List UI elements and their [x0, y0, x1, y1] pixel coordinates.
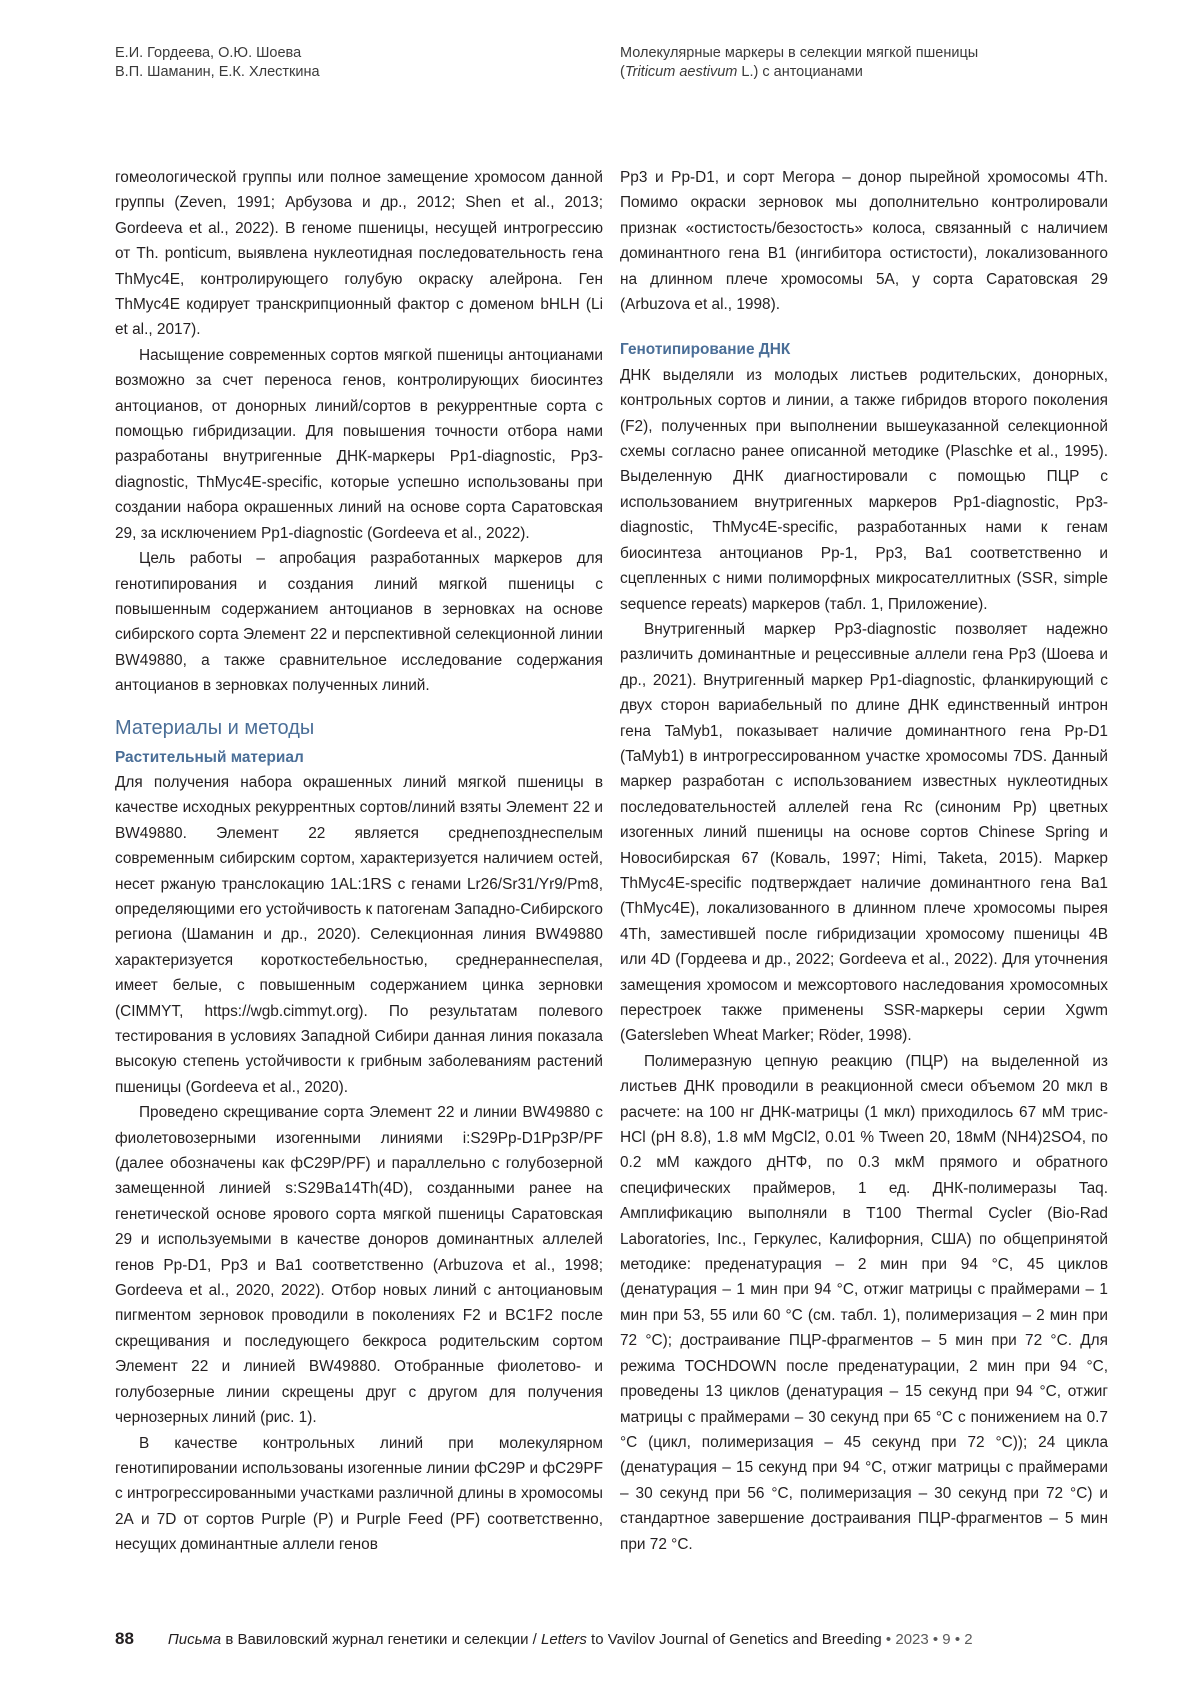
- header-title-line-1: Молекулярные маркеры в селекции мягкой пшеницы: [620, 45, 979, 61]
- left-paragraph-4: Для получения набора окрашенных линий мягкой пшеницы в качестве исходных рекуррентных сортов/линий взяты Элемент 22 и BW49880. Элемент 22 является среднепозднеспелым современным сибирским сортом, характеризуется наличием остей, несет ржаную транслокацию 1AL:1RS с генами Lr26/Sr31/Yr9/Pm8, определяющими его устойчивость к патогенам Западно-Сибирского региона (Шаманин и др., 2020). Селекционная линия BW49880 характеризуется короткостебельностью, среднераннеспелая, имеет белые, с повышенным содержанием цинка зерновки (CIMMYT, https://wgb.cimmyt.org). По результатам полевого тестирования в условиях Западной Сибири данная линия показала высокую степень устойчивости к грибным заболеваниям растений пшеницы (Gordeeva et al., 2020).: [115, 773, 603, 1096]
- subheading-plant-material: Растительный материал: [115, 748, 304, 766]
- paragraph-spacer: [620, 317, 1108, 337]
- section-heading-methods: Материалы и методы: [115, 716, 315, 739]
- right-column: [620, 165, 1108, 1557]
- footer-letters-ru: Письма: [167, 1631, 222, 1648]
- right-paragraph-4: Полимеразную цепную реакцию (ПЦР) на выделенной из листьев ДНК проводили в реакционной смеси объемом 20 мкл в расчете: на 100 нг ДНК-матрицы (1 мкл) приходилось 67 мМ трис-HCl (pH 8.8), 1.8 мМ MgCl2, 0.01 % Tween 20, 18мМ (NH4)2SO4, по 0.2 мМ каждого дНТФ, по 0.3 мкМ прямого и обратного специфических праймеров, 1 ед. ДНК-полимеразы Taq. Амплификацию выполняли в T100 Thermal Cycler (Bio-Rad Laboratories, Inc., Геркулес, Калифорния, США) по общепринятой методике: преденатурация – 2 мин при 94 °С, 45 циклов (денатурация – 1 мин при 94 °С, отжиг матрицы с праймерами – 1 мин при 53, 55 или 60 °С (см. табл. 1), полимеризация – 2 мин при 72 °С); достраивание ПЦР-фрагментов – 5 мин при 72 °С. Для режима TOCHDOWN после преденатурации, 2 мин при 94 °С, проведены 13 циклов (денатурация – 15 секунд при 94 °С, отжиг матрицы с праймерами – 30 секунд при 65 °С с понижением на 0.7 °С (цикл, полимеризация – 45 секунд при 72 °С)); 24 цикла (денатурация – 15 секунд при 94 °С, отжиг матрицы с праймерами – 30 секунд при 56 °С, полимеризация – 30 секунд при 72 °С) и стандартное завершение достраивания ПЦР-фрагментов – 5 мин при 72 °С.: [620, 1052, 1108, 1553]
- header-title-paren: (: [620, 64, 625, 80]
- header-title-species: Triticum aestivum: [624, 64, 738, 80]
- footer-journal-en: to Vavilov Journal of Genetics and Breeding: [586, 1631, 882, 1648]
- left-paragraph-5: Проведено скрещивание сорта Элемент 22 и линии BW49880 с фиолетовозерными изогенными линиями i:S29Pp-D1Pp3P/PF (далее обозначены как фС29P/PF) и параллельно с голубозерной замещенной линией s:S29Ba14Th(4D), созданными ранее на генетической основе ярового сорта мягкой пшеницы Саратовская 29 и используемыми в качестве доноров доминантных аллелей генов Pp-D1, Pp3 и Ba1 соответственно (Arbuzova et al., 1998; Gordeeva et al., 2020, 2022). Отбор новых линий с антоциановым пигментом зерновок проводили в поколениях F2 и BC1F2 после скрещивания и последующего беккроса родительским сортом Элемент 22 и линией BW49880. Отобранные фиолетово- и голубозерные линии скрещены друг с другом для получения чернозерных линий (рис. 1).: [115, 1104, 603, 1427]
- left-paragraph-2: Насыщение современных сортов мягкой пшеницы антоцианами возможно за счет переноса генов, контролирующих биосинтез антоцианов, от донорных линий/сортов в рекуррентные сорта с помощью гибридизации. Для повышения точности отбора нами разработаны внутригенные ДНК-маркеры Pp1-diagnostic, Pp3-diagnostic, ThMyc4E-specific, которые успешно использованы при создании набора окрашенных линий на основе сорта Саратовская 29, за исключением Pp1-diagnostic (Gordeeva et al., 2022).: [115, 346, 603, 542]
- header-title-line-2: [620, 63, 978, 82]
- footer-journal-ru: в Вавиловский журнал генетики и селекции /: [221, 1631, 541, 1648]
- running-header-title: [620, 44, 978, 82]
- page-footer: [115, 1628, 1095, 1651]
- left-paragraph-3: Цель работы – апробация разработанных маркеров для генотипирования и создания линий мягкой пшеницы с повышенным содержанием антоцианов в зерновках на основе сибирского сорта Элемент 22 и перспективной селекционной линии BW49880, а также сравнительное исследование содержания антоцианов в зерновках полученных линий.: [115, 550, 603, 695]
- left-paragraph-1: гомеологической группы или полное замещение хромосом данной группы (Zeven, 1991; Арбузова и др., 2012; Shen et al., 2013; Gordeeva et al., 2022). В геноме пшеницы, несущей интрогрессию от Th. ponticum, выявлена нуклеотидная последовательность гена ThMyc4E, контролирующего голубую окраску алейрона. Ген ThMyc4E кодирует транскрипционный фактор с доменом bHLH (Li et al., 2017).: [115, 169, 603, 339]
- footer-issue-meta: • 2023 • 9 • 2: [881, 1631, 973, 1648]
- footer-letters-en: Letters: [541, 1631, 587, 1648]
- right-paragraph-2: ДНК выделяли из молодых листьев родительских, донорных, контрольных сортов и линии, а также гибридов второго поколения (F2), полученных при выполнении вышеуказанной селекционной схемы согласно ранее описанной методике (Plaschke et al., 1995). Выделенную ДНК диагностировали с помощью ПЦР с использованием внутригенных маркеров Pp1-diagnostic, Pp3-diagnostic, ThMyc4E-specific, разработанных нами к генам биосинтеза антоцианов Pp-1, Pp3, Ba1 соответственно и сцепленных с ними полиморфных микросателлитных (SSR, simple sequence repeats) маркеров (табл. 1, Приложение).: [620, 366, 1108, 613]
- page-number: 88: [115, 1629, 134, 1648]
- header-authors-line-1: Е.И. Гордеева, О.Ю. Шоева: [115, 45, 302, 61]
- left-paragraph-6: В качестве контрольных линий при молекулярном генотипировании использованы изогенные линии фС29P и фС29PF с интрогрессированными участками различной длины в хромосомы 2А и 7D от сортов Purple (P) и Purple Feed (PF) соответственно, несущих доминантные аллели генов: [115, 1434, 603, 1554]
- right-paragraph-3: Внутригенный маркер Pp3-diagnostic позволяет надежно различить доминантные и рецессивные аллели гена Pp3 (Шоева и др., 2021). Внутригенный маркер Pp1-diagnostic, фланкирующий с двух сторон вариабельный по длине ДНК единственный интрон гена TaMyb1, показывает наличие доминантного гена Pp-D1 (TaMyb1) в интрогрессированном участке хромосомы 7DS. Данный маркер разработан с использованием известных нуклеотидных последовательностей аллелей гена Rc (синоним Pp) цветных изогенных линий пшеницы на основе сортов Chinese Spring и Новосибирская 67 (Коваль, 1997; Himi, Taketa, 2015). Маркер ThMyc4E-specific подтверждает наличие доминантного гена Ba1 (ThMyc4E), локализованного в длинном плече хромосомы пырея 4Th, заместившей после гибридизации хромосому пшеницы 4B или 4D (Гордеева и др., 2022; Gordeeva et al., 2022). Для уточнения замещения хромосом и межсортового наследования хромосомных перестроек также применены SSR-маркеры серии Xgwm (Gatersleben Wheat Marker; Röder, 1998).: [620, 620, 1108, 1045]
- subheading-dna-genotyping: Генотипирование ДНК: [620, 341, 791, 359]
- header-authors-line-2: В.П. Шаманин, Е.К. Хлесткина: [115, 64, 320, 80]
- left-column: [115, 165, 603, 1558]
- running-header-authors: [115, 44, 320, 82]
- right-paragraph-1: Pp3 и Pp-D1, и сорт Мегора – донор пырейной хромосомы 4Th. Помимо окраски зерновок мы дополнительно контролировали признак «остистость/безостость» колоса, связанный с наличием доминантного гена B1 (ингибитора остистости), локализованного на длинном плече хромосомы 5А, у сорта Саратовская 29 (Arbuzova et al., 1998).: [620, 169, 1108, 314]
- header-title-rest: L.) с антоцианами: [737, 64, 863, 80]
